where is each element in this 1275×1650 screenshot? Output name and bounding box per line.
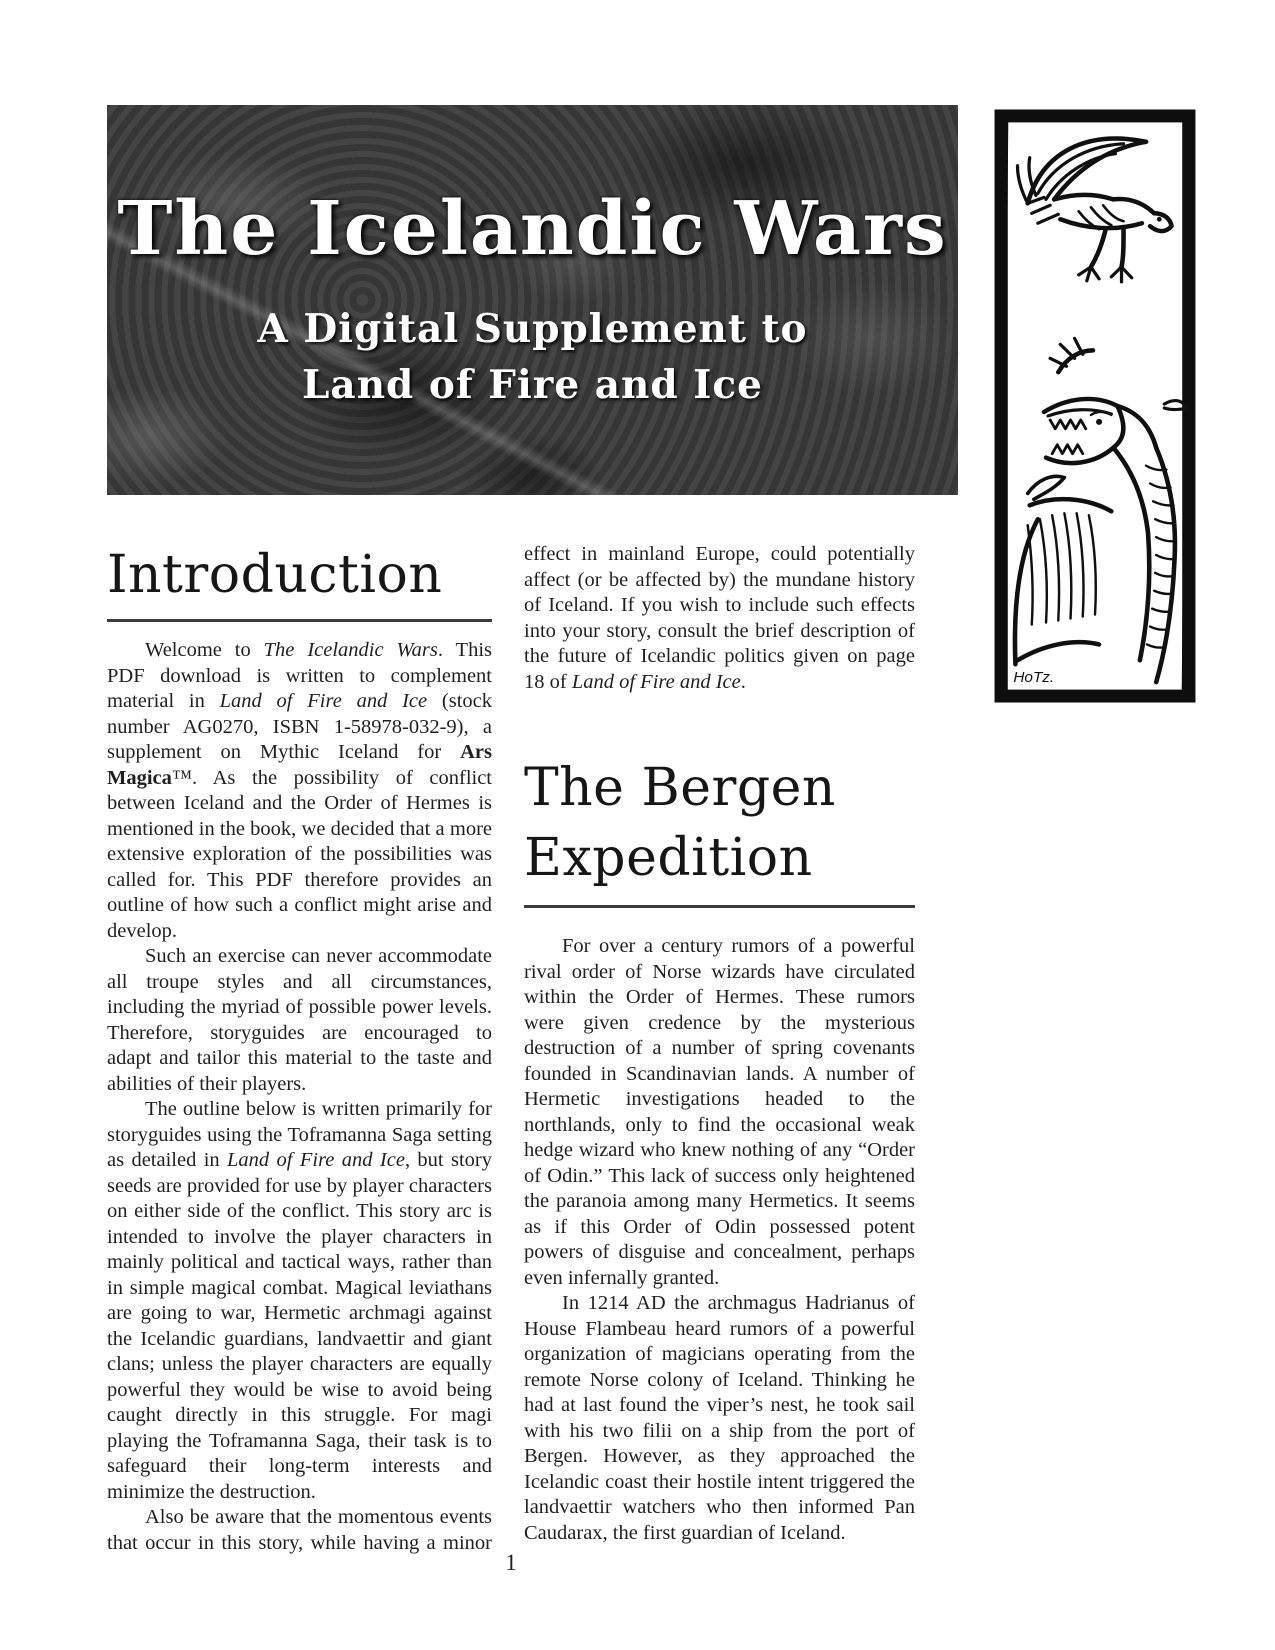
- paragraph: effect in mainland Europe, could potentially affect (or be affected by) the mundane history of Iceland. If you wish to include such effects into your story, consult the brief description of the future of Icelandic politics given on page 18 of Land of Fire and Ice.: [524, 543, 915, 693]
- paragraph: Such an exercise can never accommodate all troupe styles and all circumstances, including the myriad of possible power levels. Therefore, storyguides are encouraged to adapt and tailor this material to the taste and abilities of their players.: [107, 945, 492, 1095]
- paragraph: For over a century rumors of a powerful rival order of Norse wizards have circulated within the Order of Hermes. These rumors were given credence by the mysterious destruction of a number of spring covenants founded in Scandinavian lands. A number of Hermetic investigations headed to the northlands, only to find the occasional weak hedge wizard who knew nothing of any “Order of Odin.” This lack of success only heightened the paranoia among many Hermetics. It seems as if this Order of Odin possessed potent powers of disguise and concealment, perhaps even infernally granted.: [524, 935, 915, 1289]
- paragraph: The outline below is written primarily for storyguides using the Toframanna Saga setting as detailed in Land of Fire and Ice, but story seeds are provided for use by player characters on either side of the conflict. This story arc is intended to involve the player characters in mainly political and tactical ways, rather than in simple magical combat. Magical leviathans are going to war, Hermetic archmagi against the Icelandic guardians, landvaettir and giant clans; unless the player characters are equally powerful they would be wise to avoid being caught directly in this struggle. For magi playing the Toframanna Saga, their task is to safeguard their long-term interests and minimize the destruction.: [107, 1098, 493, 1503]
- introduction-heading: Introduction: [107, 545, 443, 605]
- bergen-heading-line1: The Bergen: [524, 758, 836, 818]
- paragraph: In 1214 AD the archmagus Hadrianus of House Flambeau heard rumors of a powerful organization of magicians operating from the remote Norse colony of Iceland. Thinking he had at last found the viper’s nest, he took sail with his two filii on a ship from the port of Bergen. However, as they approached the Icelandic coast their hostile intent triggered the landvaettir watchers who then informed Pan Caudarax, the first guardian of Iceland.: [524, 1292, 915, 1544]
- dragon-icon: [1015, 338, 1187, 682]
- bergen-expedition-heading: [524, 753, 915, 893]
- bergen-heading-line2: Expedition: [524, 828, 813, 888]
- document-subtitle-line2: Land of Fire and Ice: [302, 362, 763, 408]
- eagle-dragon-illustration: [993, 108, 1197, 704]
- left-column: [107, 545, 492, 1556]
- heading-rule: [524, 905, 915, 908]
- eagle-icon: [1017, 139, 1171, 282]
- right-column: [524, 542, 915, 1546]
- heading-rule: [107, 619, 492, 622]
- title-banner: [107, 105, 958, 495]
- artist-signature: HoTz.: [1013, 669, 1055, 687]
- document-subtitle-line1: A Digital Supplement to: [257, 306, 808, 352]
- document-subtitle: [107, 301, 958, 413]
- paragraph: Also be aware that the momentous events that occur in this story, while having a minor: [107, 1506, 492, 1554]
- page-number: 1: [505, 1550, 517, 1575]
- document-title: The Icelandic Wars: [117, 186, 948, 272]
- paragraph: Welcome to The Icelandic Wars. This PDF download is written to complement material in Land of Fire and Ice (stock number AG0270, ISBN 1-58978-032-9), a supplement on Mythic Iceland for Ars Magica™. As the possibility of conflict between Iceland and the Order of Hermes is mentioned in the book, we decided that a more extensive exploration of the possibilities was called for. This PDF therefore provides an outline of how such a conflict might arise and develop.: [107, 639, 492, 942]
